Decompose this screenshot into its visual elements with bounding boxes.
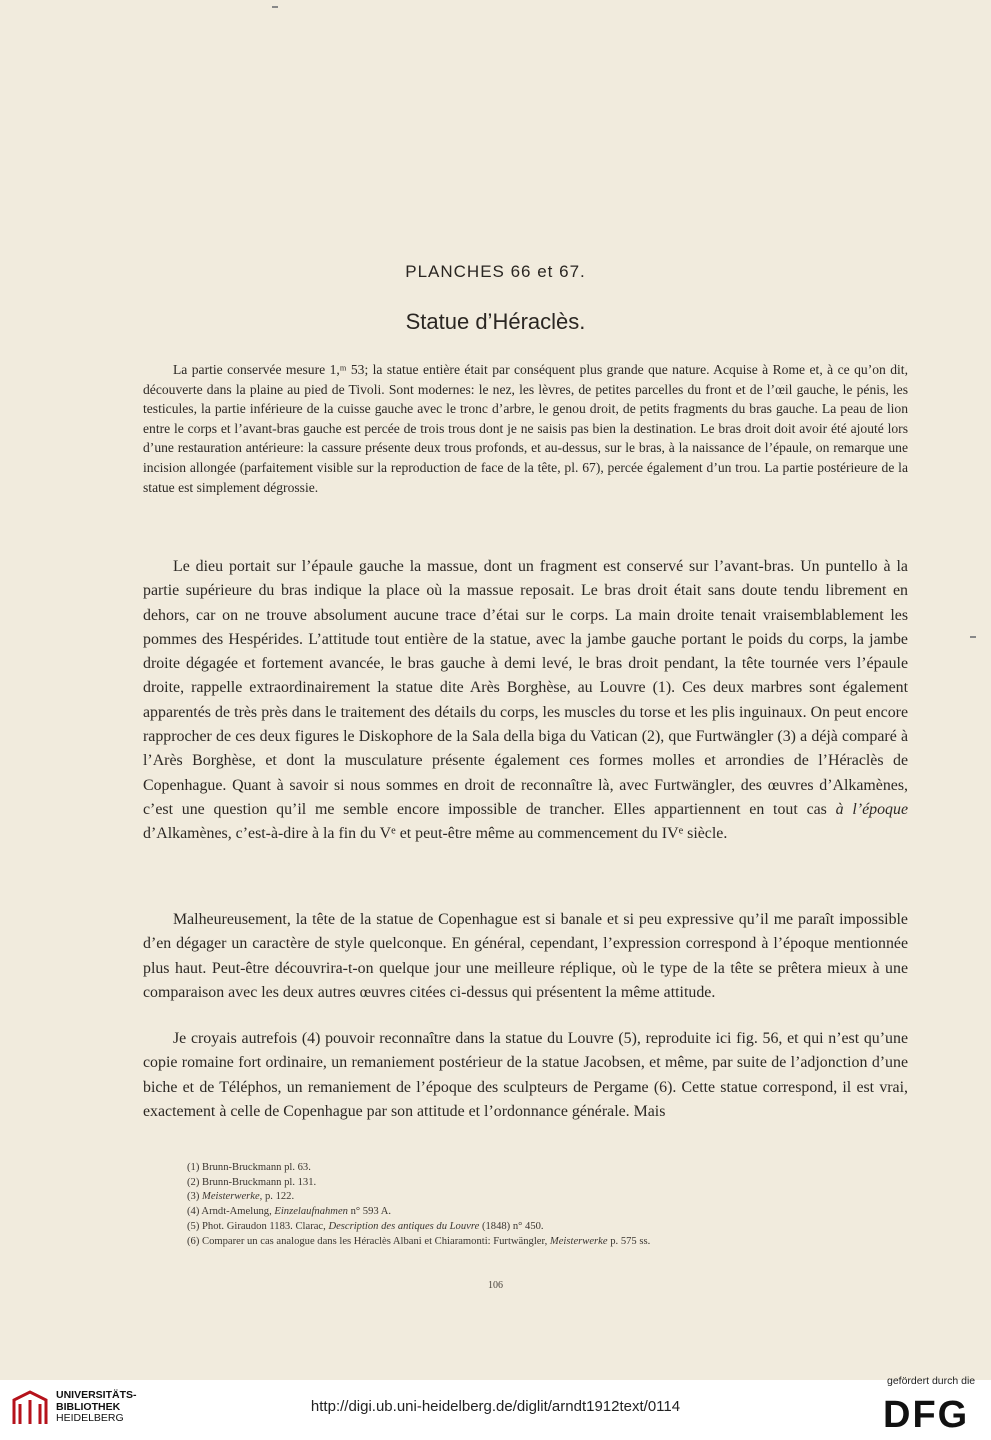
footnotes [187, 1161, 887, 1249]
footnote-6: (6) Comparer un cas analogue dans les Héraclès Albani et Chiaramonti: Furtwängler, Meisterwerke p. 575 ss. [187, 1235, 651, 1247]
footnote-3: (3) Meisterwerke, p. 122. [187, 1191, 295, 1203]
footnote-4: (4) Arndt-Amelung, Einzelaufnahmen n° 593 A. [187, 1206, 392, 1218]
plate-heading: PLANCHES 66 et 67. [405, 262, 586, 281]
scan-mark [970, 636, 976, 638]
library-name: UNIVERSITÄTS- BIBLIOTHEK HEIDELBERG [56, 1389, 137, 1424]
page-title: Statue d’Héraclès. [405, 309, 586, 334]
paragraph-louvre: Je croyais autrefois (4) pouvoir reconnaître dans la statue du Louvre (5), reproduite ici fig. 56, et qui n’est qu’une copie romaine fort ordinaire, un remaniement postérieur de la statue Jacobsen, et même, par suite de l’adjonction d’une biche et de Téléphos, un remaniement de l’époque des sculpteurs de Pergame (6). Cette statue correspond, il est vrai, exactement à celle de Copenhague par son attitude et l’ordonnance générale. Mais [143, 1030, 908, 1120]
paragraph-description: La partie conservée mesure 1,ᵐ 53; la statue entière était par conséquent plus grande que nature. Acquise à Rome et, à ce qu’on dit, découverte dans la plaine au pied de Tivoli. Sont modernes: le nez, les lèvres, de petites parcelles du front et de l’œil gauche, le pénis, les testicules, la partie inférieure de la cuisse gauche avec le tronc d’arbre, le genou droit, de petits fragments du bras gauche. La peau de lion entre le corps et l’avant-bras gauche est percée de trois trous dont je ne saisis pas bien la destination. Le bras droit doit avoir été ajouté lors d’une restauration antérieure: la cassure présente deux trous profonds, et au-dessus, sur le bras, à la naissance de l’épaule, on remarque une incision allongée (parfaitement visible sur la reproduction de face de la tête, pl. 67), percée également d’un trou. La partie postérieure de la statue est simplement dégrossie. [143, 362, 908, 495]
footnote-2: (2) Brunn-Bruckmann pl. 131. [187, 1176, 317, 1188]
page-number: 106 [488, 1280, 503, 1291]
paragraph-attitude: Le dieu portait sur l’épaule gauche la massue, dont un fragment est conservé sur l’avant-bras. Un puntello à la partie supérieure du bras indique la place où la massue reposait. Le bras droit était sans doute tendu librement en dehors, car on ne trouve absolument aucune trace d’étai sur le corps. La main droite tenait vraisemblablement les pommes des Hespérides. L’attitude tout entière de la statue, avec la jambe gauche portant le poids du corps, la jambe droite dégagée et fortement avancée, le bras gauche à demi levé, le bras droit pendant, la tête tournée vers l’épaule droite, rappelle extraordinairement la statue dite Arès Borghèse, au Louvre (1). Ces deux marbres sont également apparentés de très près dans le traitement des détails du corps, les muscles du torse et les plis inguinaux. On peut encore rapprocher de ces deux figures le Diskophore de la Sala della biga du Vatican (2), que Furtwängler (3) a déjà comparé à l’Arès Borghèse, et dont la musculature présente également ces formes molles et arrondies de l’Héraclès de Copenhague. Quant à savoir si nous sommes en droit de reconnaître là, avec Furtwängler, des œuvres d’Alkamènes, c’est une question qu’il me semble encore impossible de trancher. Elles appartiennent en tout cas à l’époque d’Alkamènes, c’est-à-dire à la fin du Ve et peut-être même au commencement du IVe siècle. [143, 558, 908, 843]
scan-mark [272, 6, 278, 8]
footnote-5: (5) Phot. Giraudon 1183. Clarac, Description des antiques du Louvre (1848) n° 450. [187, 1220, 544, 1232]
permalink-url[interactable]: http://digi.ub.uni-heidelberg.de/diglit/arndt1912text/0114 [310, 1398, 681, 1415]
paragraph-head: Malheureusement, la tête de la statue de Copenhague est si banale et si peu expressive qu’il me paraît impossible d’en dégager un caractère de style quelconque. En général, cependant, l’expression correspond à l’époque mentionnée plus haut. Peut-être découvrira-t-on quelque jour une meilleure réplique, où le type de la tête se prêtera mieux à une comparaison avec les deux autres œuvres citées ci-dessus qui présentent la même attitude. [143, 911, 908, 1001]
dfg-logo[interactable]: DFG [883, 1394, 970, 1436]
funding-label: gefördert durch die [887, 1375, 976, 1387]
footnote-1: (1) Brunn-Bruckmann pl. 63. [187, 1162, 311, 1173]
